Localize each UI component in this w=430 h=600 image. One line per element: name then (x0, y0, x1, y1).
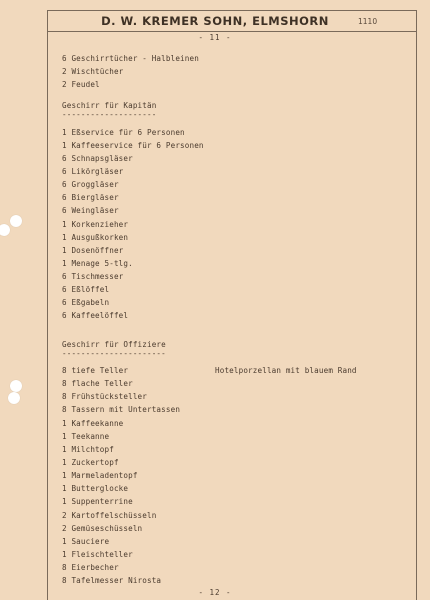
document-number: 1110 (358, 17, 378, 26)
list-item: 6 Kaffeelöffel (62, 311, 129, 320)
list-item: 2 Gemüseschüsseln (62, 524, 143, 533)
list-item: 1 Menage 5-tlg. (62, 259, 133, 268)
punch-hole (10, 215, 22, 227)
list-item: 8 Tassern mit Untertassen (62, 405, 181, 414)
list-item: 1 Ausgußkorken (62, 233, 129, 242)
page-number-bottom: - 12 - (198, 588, 232, 597)
punch-hole (10, 380, 22, 392)
list-item: 1 Teekanne (62, 432, 110, 441)
header-rule (47, 31, 417, 32)
frame-right-line (416, 10, 417, 600)
list-item: 1 Marmeladentopf (62, 471, 138, 480)
list-item: 1 Milchtopf (62, 445, 114, 454)
punch-hole (0, 224, 10, 236)
list-item: 1 Fleischteller (62, 550, 133, 559)
list-item: 6 Biergläser (62, 193, 119, 202)
section-underline: -------------------- (62, 110, 157, 119)
section-underline: ---------------------- (62, 349, 166, 358)
company-title: D. W. KREMER SOHN, ELMSHORN (101, 14, 329, 28)
section-heading-offiziere: Geschirr für Offiziere (62, 340, 166, 349)
list-item: 2 Kartoffelschüsseln (62, 511, 157, 520)
list-item: 8 flache Teller (62, 379, 133, 388)
section-heading-kapitaen: Geschirr für Kapitän (62, 101, 157, 110)
list-item: 6 Likörgläser (62, 167, 124, 176)
punch-hole (8, 392, 20, 404)
list-item: 1 Korkenzieher (62, 220, 129, 229)
list-item: 8 Tafelmesser Nirosta (62, 576, 162, 585)
list-item: 6 Groggläser (62, 180, 119, 189)
list-item: 6 Eßgabeln (62, 298, 110, 307)
list-item: 2 Wischtücher (62, 67, 124, 76)
list-item: 1 Zuckertopf (62, 458, 119, 467)
list-item: 1 Kaffeekanne (62, 419, 124, 428)
list-item: 8 Eierbecher (62, 563, 119, 572)
list-item: 6 Weingläser (62, 206, 119, 215)
list-item: 1 Dosenöffner (62, 246, 124, 255)
list-item: 6 Eßlöffel (62, 285, 110, 294)
list-item: 1 Kaffeeservice für 6 Personen (62, 141, 204, 150)
list-item: 8 tiefe Teller (62, 366, 129, 375)
list-item: 1 Eßservice für 6 Personen (62, 128, 185, 137)
frame-top-line (47, 10, 416, 11)
list-item: 2 Feudel (62, 80, 100, 89)
porcelain-note: Hotelporzellan mit blauem Rand (215, 366, 357, 375)
list-item: 1 Suppenterrine (62, 497, 133, 506)
list-item: 8 Frühstücksteller (62, 392, 147, 401)
list-item: 6 Geschirrtücher - Halbleinen (62, 54, 199, 63)
page-number-top: - 11 - (198, 33, 232, 42)
list-item: 1 Butterglocke (62, 484, 129, 493)
list-item: 6 Tischmesser (62, 272, 124, 281)
frame-left-line (47, 10, 48, 600)
list-item: 1 Sauciere (62, 537, 110, 546)
list-item: 6 Schnapsgläser (62, 154, 133, 163)
